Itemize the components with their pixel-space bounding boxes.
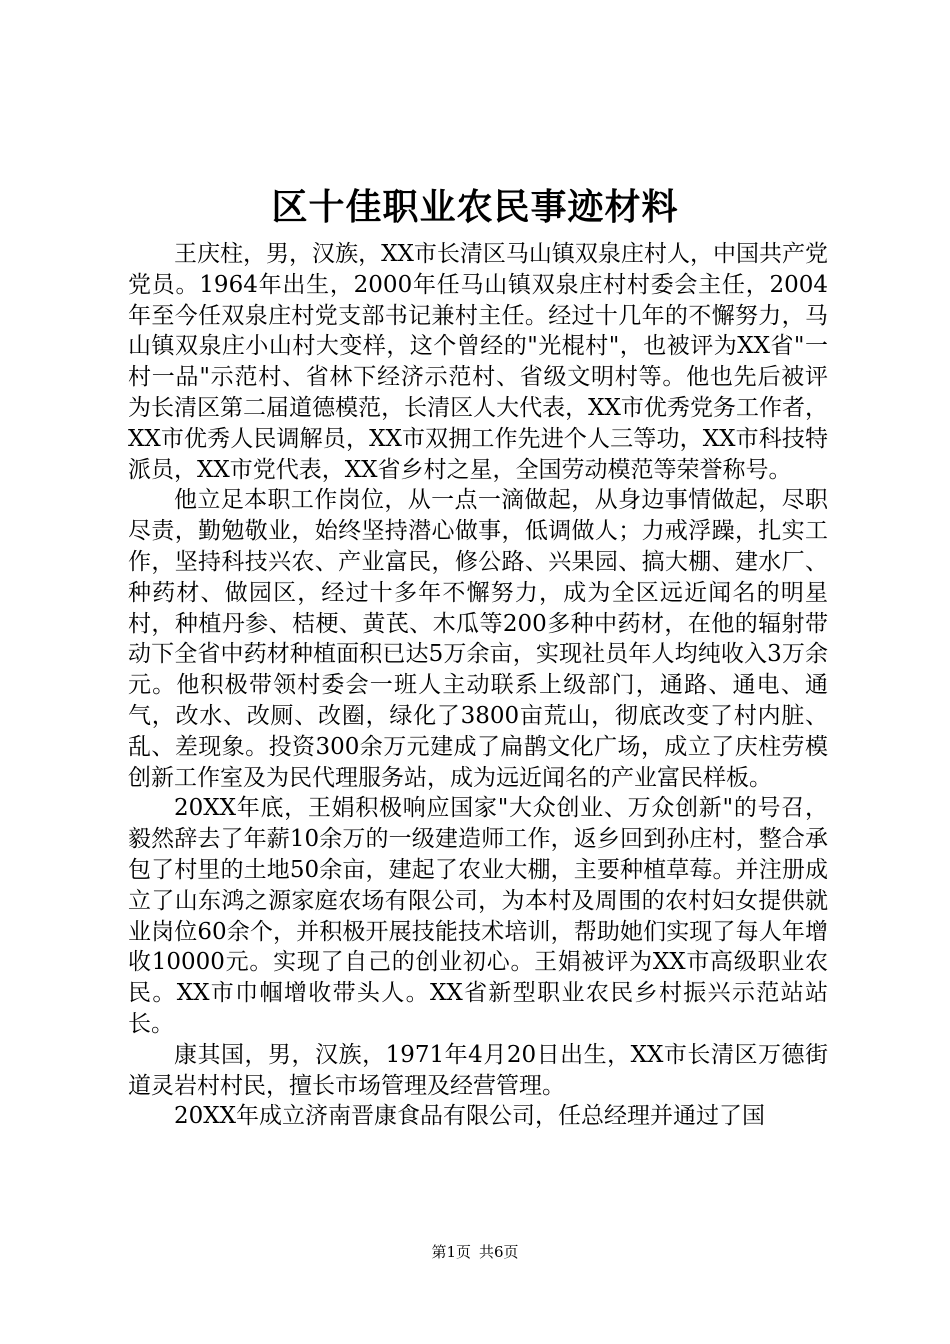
paragraph-1: 王庆柱，男，汉族，XX市长清区马山镇双泉庄村人，中国共产党党员。1964年出生，2000年任马山镇双泉庄村村委会主任，2004年至今任双泉庄村党支部书记兼村主任。经过十几年的不懈努力，马山镇双泉庄小山村大变样，这个曾经的"光棍村"，也被评为XX省"一村一品"示范村、省林下经济示范村、省级文明村等。他也先后被评为长清区第二届道德模范，长清区人大代表，XX市优秀党务工作者，XX市优秀人民调解员，XX市双拥工作先进个人三等功，XX市科技特派员，XX市党代表，XX省乡村之星，全国劳动模范等荣誉称号。 <box>128 241 828 483</box>
paragraph-2: 他立足本职工作岗位，从一点一滴做起，从身边事情做起，尽职尽责，勤勉敬业，始终坚持潜心做事，低调做人；力戒浮躁，扎实工作，坚持科技兴农、产业富民，修公路、兴果园、搞大棚、建水厂、种药材、做园区，经过十多年不懈努力，成为全区远近闻名的明星村，种植丹参、桔梗、黄芪、木瓜等200多种中药材，在他的辐射带动下全省中药材种植面积已达5万余亩，实现社员年人均纯收入3万余元。他积极带领村委会一班人主动联系上级部门，通路、通电、通气，改水、改厕、改圈，绿化了3800亩荒山，彻底改变了村内脏、乱、差现象。投资300余万元建成了扁鹊文化广场，成立了庆柱劳模创新工作室及为民代理服务站，成为远近闻名的产业富民样板。 <box>128 487 828 791</box>
page-footer <box>0 1242 950 1262</box>
paragraph-4: 康其国，男，汉族，1971年4月20日出生，XX市长清区万德街道灵岩村村民，擅长市场管理及经营管理。 <box>128 1041 828 1099</box>
paragraph-5: 20XX年成立济南晋康食品有限公司，任总经理并通过了国 <box>174 1103 766 1130</box>
page-total: 共6页 <box>479 1243 519 1261</box>
document-body <box>128 239 828 1132</box>
paragraph-3: 20XX年底，王娟积极响应国家"大众创业、万众创新"的号召，毅然辞去了年薪10余万的一级建造师工作，返乡回到孙庄村，整合承包了村里的土地50余亩，建起了农业大棚，主要种植草莓。并注册成立了山东鸿之源家庭农场有限公司，为本村及周围的农村妇女提供就业岗位60余个，并积极开展技能技术培训，帮助她们实现了每人年增收10000元。实现了自己的创业初心。王娟被评为XX市高级职业农民。XX市巾帼增收带头人。XX省新型职业农民乡村振兴示范站站长。 <box>128 795 828 1037</box>
page-number: 第1页 <box>431 1243 471 1261</box>
document-title: 区十佳职业农民事迹材料 <box>271 186 679 228</box>
